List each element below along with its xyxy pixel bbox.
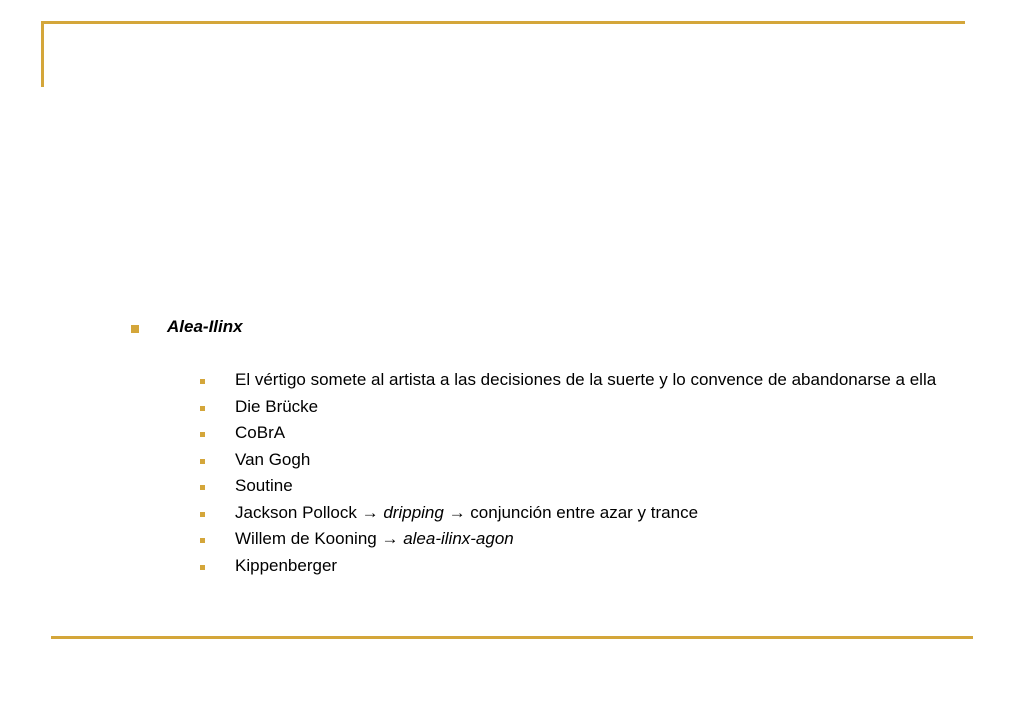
list-item-text bbox=[235, 555, 970, 577]
small-square-bullet-icon bbox=[200, 565, 205, 570]
top-border-rule bbox=[41, 21, 965, 24]
left-border-rule bbox=[41, 21, 44, 87]
bullet-list bbox=[200, 369, 970, 581]
small-square-bullet-icon bbox=[200, 406, 205, 411]
list-item bbox=[200, 422, 970, 444]
list-item bbox=[200, 396, 970, 418]
list-item-text bbox=[235, 396, 970, 418]
list-item-text bbox=[235, 422, 970, 444]
small-square-bullet-icon bbox=[200, 459, 205, 464]
text-run: El vértigo somete al artista a las decisiones de la suerte y lo convence de abandonarse a ella bbox=[235, 370, 937, 389]
list-item-text bbox=[235, 475, 970, 497]
italic-term: alea-ilinx-agon bbox=[403, 529, 514, 548]
square-bullet-icon bbox=[131, 325, 139, 333]
list-item bbox=[200, 555, 970, 577]
bottom-border-rule bbox=[51, 636, 973, 639]
list-item-text bbox=[235, 528, 970, 550]
italic-term: dripping bbox=[383, 502, 444, 522]
list-item bbox=[200, 475, 970, 497]
text-run: Kippenberger bbox=[235, 555, 338, 575]
small-square-bullet-icon bbox=[200, 379, 205, 384]
list-item-text bbox=[235, 502, 970, 524]
small-square-bullet-icon bbox=[200, 432, 205, 437]
list-item bbox=[200, 369, 970, 391]
list-item bbox=[200, 528, 970, 550]
text-run: Van Gogh bbox=[235, 449, 311, 469]
small-square-bullet-icon bbox=[200, 538, 205, 543]
list-item bbox=[200, 502, 970, 524]
text-run: Die Brücke bbox=[235, 396, 319, 416]
text-run: → conjunción entre azar y trance bbox=[443, 502, 699, 522]
small-square-bullet-icon bbox=[200, 485, 205, 490]
text-run: Willem de Kooning → bbox=[235, 529, 404, 548]
list-item-text bbox=[235, 449, 970, 471]
list-item bbox=[200, 449, 970, 471]
text-run: Jackson Pollock → bbox=[235, 502, 384, 522]
slide-heading: Alea-Ilinx bbox=[167, 317, 243, 336]
text-run: CoBrA bbox=[235, 423, 286, 442]
small-square-bullet-icon bbox=[200, 512, 205, 517]
list-item-text bbox=[235, 369, 970, 391]
text-run: Soutine bbox=[235, 476, 293, 495]
